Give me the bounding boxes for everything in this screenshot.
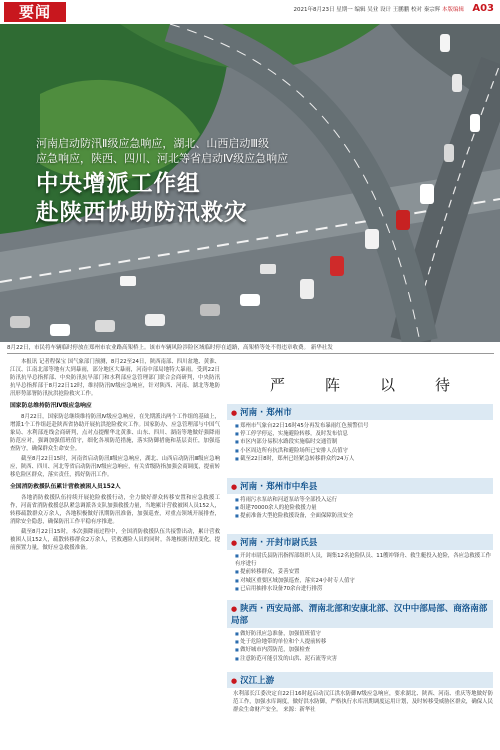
list-item: ■ 组建70000余人的抢险救援力量: [235, 504, 493, 512]
list-item: ■ 开封市尉氏县防汛指挥部组织人员，调集12名抢险队员、11艘冲锋舟、救生艇投入抢险，各应急救援工作有序进行: [235, 552, 493, 568]
headline-line2: 赴陕西协助防汛救灾: [36, 200, 248, 226]
location-pin-icon: ●: [231, 539, 238, 547]
section-title: ● 河南 · 郑州市中牟县: [227, 478, 493, 494]
section-title: ● 汉江上游: [227, 672, 493, 688]
hero-subheadline-line1: 河南启动防汛Ⅱ级应急响应，湖北、山西启动Ⅲ级: [36, 137, 269, 150]
list-item: ■ 注意防范可能引发的山洪、泥石流等灾害: [235, 655, 493, 663]
hero-subheadline-line2: 应急响应，陕西、四川、河北等省启动Ⅳ级应急响应: [36, 152, 289, 165]
section-title: ● 河南 · 开封市尉氏县: [227, 534, 493, 550]
divider: [7, 353, 494, 354]
location-pin-icon: ●: [231, 677, 238, 685]
list-item: ■ 停工停学停运，实施避险转移，及时发布信息: [235, 430, 493, 438]
list-item: ■ 已启用抽排水设备70余台进行排涝: [235, 585, 493, 593]
article-paragraph: 各地消防救援队伍持续开展抢险救援行动，全力做好群众转移安置和应急救援工作，河南省消防救援总队紧急调派各支队加强救援力量，当地累计营救被困人员152人，转移疏散群众万余人，各地积极做好汛期防汛准备，加强巡查，对重点领域开展排查，消除安全隐患，确保防汛工作平稳有序推进。: [10, 495, 220, 525]
page-header: [0, 0, 500, 24]
section-shaanxi: [227, 600, 493, 663]
article-subhead-2: 全国消防救援队伍累计营救被困人员152人: [10, 484, 121, 490]
sidebar-title: 严阵以待: [269, 376, 490, 394]
article-paragraph: 截至8月22日15时，河南省启动防汛Ⅱ级应急响应，湖北、山西启动防汛Ⅲ级应急响应，陕西、四川、河北等省启动防汛Ⅳ级应急响应，有关省级防指加强会商调度，提前转移危险区群众，落实责任，抓好防汛工作。: [10, 456, 220, 478]
article-body: [10, 358, 220, 554]
headline: [36, 170, 366, 228]
list-item: ■ 做好城市内涝防范，加强检查: [235, 646, 493, 654]
section-zhongmou: [227, 478, 493, 521]
article-paragraph: 8月22日，国家防总继续维持防汛Ⅳ级应急响应，在先期派出两个工作组的基础上，增派1个工作组赶赴陕西省协助开展抗洪抢险救灾工作。国家防办、应急管理部与中国气象局、水利部连线会商研判，点对点提醒华北黄淮、山东、四川、湖南等地做好强降雨防范应对，强调加强值班值守，细化各项防范措施，落实防御措施和基层责任，加强巡查防守，确保群众生命安全。: [10, 414, 220, 452]
sidebar-box: [227, 374, 493, 744]
list-item: ■ 小区周边所有抗洪和避险场所已安排人员值守: [235, 447, 493, 455]
article-paragraph: 截至8月22日15时，本次强降雨过程中，全国消防救援队伍共接警出动，累计营救被困人员152人，疏散转移群众2万余人，营救遇险人员的同时，各地根据汛情变化，提前预置力量，做好应急救援准备。: [10, 529, 220, 551]
list-item: ■ 提前准备大型抢险救援设备，全面保障防汛安全: [235, 512, 493, 520]
list-item: ■ 对城区重要区域加强巡查，落实24小时专人值守: [235, 577, 493, 585]
location-pin-icon: ●: [231, 483, 238, 491]
location-pin-icon: ●: [231, 605, 238, 613]
section-zhengzhou: [227, 404, 493, 463]
editor-tag: 本版编辑: [441, 7, 464, 13]
photo-caption: 8月22日，市民将车辆临时停放在郑州市农业路高架桥上。该市车辆风险涉险区域临时停在道路，高架桥等处不得违章收费。 新华社发: [7, 345, 333, 351]
section-tag: 要闻: [4, 2, 66, 22]
list-item: ■ 做好防汛应急准备，加强值班值守: [235, 630, 493, 638]
list-item: ■ 处于危险地带的单位和个人提前转移: [235, 638, 493, 646]
section-weishi: [227, 534, 493, 593]
list-item: ■ 提前转移群众，妥善安置: [235, 568, 493, 576]
list-item: ■ 将雨污水泵站和河道泵站等全部投入运行: [235, 496, 493, 504]
page-number: A03: [472, 3, 494, 14]
list-item: ■ 截至22日8时，郑州已经紧急转移群众约24万人: [235, 455, 493, 463]
headline-line1: 中央增派工作组: [36, 171, 201, 197]
article-lead: 本报讯 记者程保宝 国气象部门预测，8月22至24日，陕西南部、四川盆地、黄淮、江汉、江南北部等地有大到暴雨，部分地区大暴雨，河南中部局地特大暴雨。受到22日防汛抗旱总指挥部、中央防汛抗旱部门和水利部应急管理部门联合会商研判，中央防汛抗旱总指挥部于8月22日12时，维持防汛Ⅳ级应急响应，针对陕西、河南、湖北等地防汛形势部署防汛抗洪抢险救灾工作。: [10, 359, 220, 397]
hero-photo: [0, 24, 500, 342]
section-hanjiang: [227, 672, 493, 715]
issue-meta: 2021年8月23日 星期一 编辑 吴业 设计 王鹏鹏 校对 秦宗辉: [293, 7, 441, 13]
section-paragraph: 水利部长江委决定自22日16时起启动汉江洪水防御Ⅳ级应急响应，要求湖北、陕西、河南、重庆等地做好防范工作，加强水库调度，做好洪水防御，严格执行水库汛期调度运用计划，及时转移受威胁区群众，确保人民群众生命财产安全。 来源：新华社: [233, 691, 493, 714]
location-pin-icon: ●: [231, 409, 238, 417]
hero-subheadline: [36, 136, 366, 166]
header-meta: [293, 5, 464, 13]
article-subhead-1: 国家防总维持防汛Ⅳ级应急响应: [10, 403, 92, 409]
list-item: ■ 市区内部分易积水路段实施临时交通管制: [235, 438, 493, 446]
section-title: ● 河南 · 郑州市: [227, 404, 493, 420]
section-title: ● 陕西 · 西安局部、渭南北部和安康北部、汉中中部局部、商洛南部局部: [227, 600, 493, 628]
list-item: ■ 郑州市气象台22日16时45分再发布暴雨红色预警信号: [235, 422, 493, 430]
